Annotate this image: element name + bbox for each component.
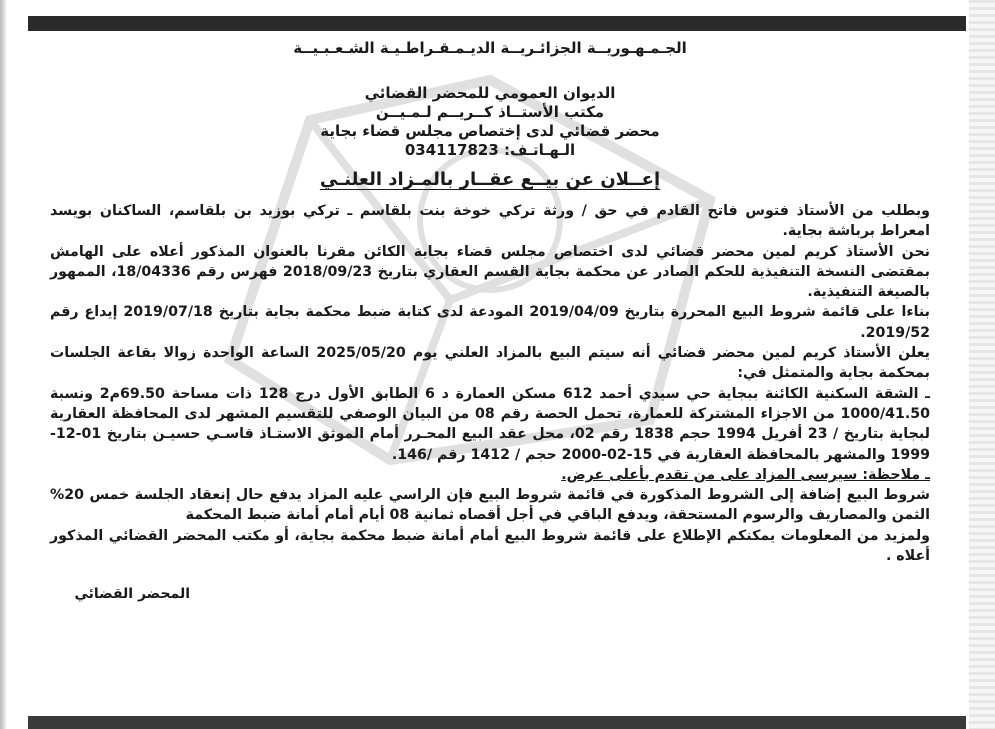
paragraph-conditions-list: بناءا على قائمة شروط البيع المحررة بتاريخ 2019/04/09 المودعة لدى كتابة ضبط محكمة بجاية بتاريخ 2019/07/18 إيداع رقم 2019/52. — [50, 304, 931, 341]
announcement-title-text: إعــلان عن بيــع عقــار بالمـزاد العلنـي — [319, 169, 661, 190]
paragraph-sale-date: يعلن الأستاذ كريم لمين محضر قضائي أنه سيتم البيع بالمزاد العلني يوم 2025/05/20 الساعة الواحدة زوالا بقاعة الجلسات بمحكمة بجاية والمتمثل في: — [50, 345, 930, 382]
top-border-bar — [28, 16, 966, 31]
jurisdiction-heading: محضر قضائي لدى إختصاص مجلس قضاء بجاية — [320, 122, 660, 140]
office-general-heading: الديوان العمومي للمحضر القضائي — [364, 84, 616, 102]
paragraph-more-info: ولمزيد من المعلومات يمكنكم الإطلاع على قائمة شروط البيع أمام أمانة ضبط محكمة بجاية، أو مكتب المحضر القضائي المذكور أعلاه . — [50, 527, 930, 565]
signature-line: المحضر القضائي — [74, 586, 190, 603]
paragraph-property-description: ـ الشقة السكنية الكائنة ببجاية حي سيدي أحمد 612 مسكن العمارة د 6 الطابق الأول درج 128 ذات مساحة 69.50م2 ونسبة 1000/41.50 من الاجزاء المشتركة للعمارة، تحمل الحصة رقم 08 من البيان الوصفي للتقسيم المشهر لدى المحافظة العقارية لبجاية بتاريخ / 23 أفريل 1994 حجم 1838 رقم 02، محل عقد البيع المحـرر أمام الموثق الاستـاذ قاسـي حسيـن بتاريخ 01-12-1999 والمشهر بالمحافظة العقارية في 15-02-2000 حجم / 1412 رقم /146. — [50, 385, 930, 463]
note-line: ـ ملاحظة: سيرسى المزاد على من تقدم بأعلى عرض. — [561, 466, 930, 483]
bottom-border-bar — [28, 716, 966, 729]
paragraph-judgment: نحن الأستاذ كريم لمين محضر قضائي لدى اختصاص مجلس قضاء بجاية الكائن مقرنا بالعنوان المذكور أعلاه على الهامش بمقتضى النسخة التنفيذية للحكم الصادر عن محكمة بجاية القسم العقاري بتاريخ 2018/09/23 فهرس رقم 18/04336، الممهور بالصيغة التنفيذية. — [50, 243, 930, 301]
scan-edge-right — [969, 0, 995, 729]
paragraph-payment-terms: شروط البيع إضافة إلى الشروط المذكورة في قائمة شروط البيع فإن الراسي عليه المزاد يدفع حال إنعقاد الجلسة خمس 20% الثمن والمصاريف والرسوم المستحقة، ويدفع الباقي في أجل أقصاه ثمانية 08 أيام أمام أمانة ضبط المحكمة — [50, 487, 930, 524]
paragraph-request: وبطلب من الأستاذ فتوس فاتح القادم في حق / ورثة تركي خوخة بنت بلقاسم ـ تركي بوزيد بن بلقاسم، الساكنان بويسد امعراط برباشة بجاية. — [50, 203, 930, 240]
announcement-document — [50, 34, 930, 714]
phone-line: الـهـاتـف: 034117823 — [404, 141, 576, 159]
republic-heading: الجـمـهـوريــة الجزائـريــة الديـمـقـراطـيـة الشـعـبـيــة — [293, 39, 687, 57]
office-name-heading: مكتب الأستــاذ كــريــم لـمـيــن — [375, 103, 605, 121]
announcement-body — [50, 201, 930, 566]
announcement-title — [50, 169, 930, 190]
scan-edge-left — [0, 0, 6, 729]
